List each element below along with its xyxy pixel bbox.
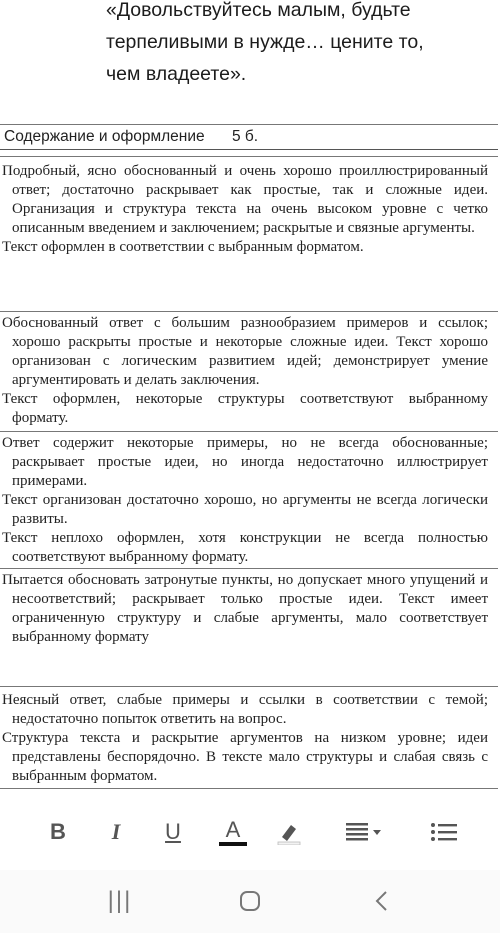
criteria-text: Текст оформлен в соответствии с выбранным форматом. — [2, 239, 364, 255]
align-dropdown-button[interactable] — [344, 818, 388, 846]
bold-button[interactable] — [46, 818, 70, 846]
text-color-swatch — [219, 842, 247, 846]
quote-text — [106, 0, 486, 90]
criteria-text: Подробный, ясно обоснованный и очень хорошо проиллюстрированный ответ; достаточно раскрывает как простые, так и сложные идеи. Организация и структура текста на очень высоком уровне с четко описанным введением и заключением; раскрытые и связные аргументы. — [2, 163, 488, 236]
quote-line: чем владеете». — [106, 63, 247, 85]
table-spacer-row — [0, 150, 498, 157]
recent-apps-button[interactable] — [104, 884, 136, 918]
italic-button[interactable] — [104, 818, 128, 846]
criteria-text: Ответ содержит некоторые примеры, но не всегда обоснованные; раскрывает простые идеи, но иногда недостаточно иллюстрирует примерами. — [2, 435, 488, 489]
table-header-row — [0, 125, 498, 150]
table-row — [0, 157, 498, 312]
criteria-text: Текст оформлен, некоторые структуры соответствуют выбранному формату. — [2, 391, 488, 426]
recent-apps-icon: ||| — [107, 887, 133, 914]
quote-line: терпеливыми в нужде… цените то, — [106, 31, 424, 53]
bulleted-list-button[interactable] — [428, 818, 460, 846]
criteria-text: Неясный ответ, слабые примеры и ссылки в соответствии с темой; недостаточно попыток ответить на вопрос. — [2, 692, 488, 727]
underline-button[interactable] — [160, 818, 186, 846]
align-justify-icon — [344, 820, 388, 844]
criteria-text: Обоснованный ответ с большим разнообразием примеров и ссылок; хорошо раскрыты простые и некоторые сложные идеи. Текст хорошо организован с логическим развитием идей; демонстрирует умение аргументировать и делать заключения. — [2, 315, 488, 388]
text-color-button[interactable] — [218, 818, 248, 846]
system-navigation-bar — [0, 870, 500, 933]
table-row — [0, 312, 498, 432]
highlighter-icon — [276, 819, 302, 845]
underline-icon: U — [165, 819, 181, 844]
italic-icon: I — [111, 819, 121, 844]
table-row — [0, 687, 498, 789]
criteria-table — [0, 124, 498, 789]
criteria-text: Пытается обосновать затронутые пункты, но допускает много упущений и несоответствий; раскрывает только простые идеи. Текст имеет ограниченную структуру и слабые аргументы, мало соответствует выбранному формату — [2, 572, 488, 645]
formatting-toolbar — [0, 804, 500, 860]
text-color-icon: A — [225, 816, 241, 842]
criteria-text: Текст неплохо оформлен, хотя конструкции не всегда полностью соответствуют выбранному формату. — [2, 530, 488, 565]
table-row — [0, 432, 498, 569]
quote-line: «Довольствуйтесь малым, будьте — [106, 0, 411, 21]
home-icon — [239, 890, 261, 912]
back-icon — [373, 890, 391, 912]
table-header-title: Содержание и оформление — [4, 128, 205, 145]
table-row — [0, 569, 498, 687]
bulleted-list-icon — [430, 821, 458, 843]
table-header-score: 5 б. — [232, 128, 259, 145]
highlight-button[interactable] — [274, 818, 304, 846]
bold-icon: B — [50, 819, 66, 844]
criteria-text: Структура текста и раскрытие аргументов на низком уровне; идеи представлены беспорядочно. В тексте мало структуры и слабая связь с выбранным форматом. — [2, 730, 488, 784]
back-button[interactable] — [366, 884, 398, 918]
criteria-text: Текст организован достаточно хорошо, но аргументы не всегда логически развиты. — [2, 492, 488, 527]
home-button[interactable] — [234, 884, 266, 918]
